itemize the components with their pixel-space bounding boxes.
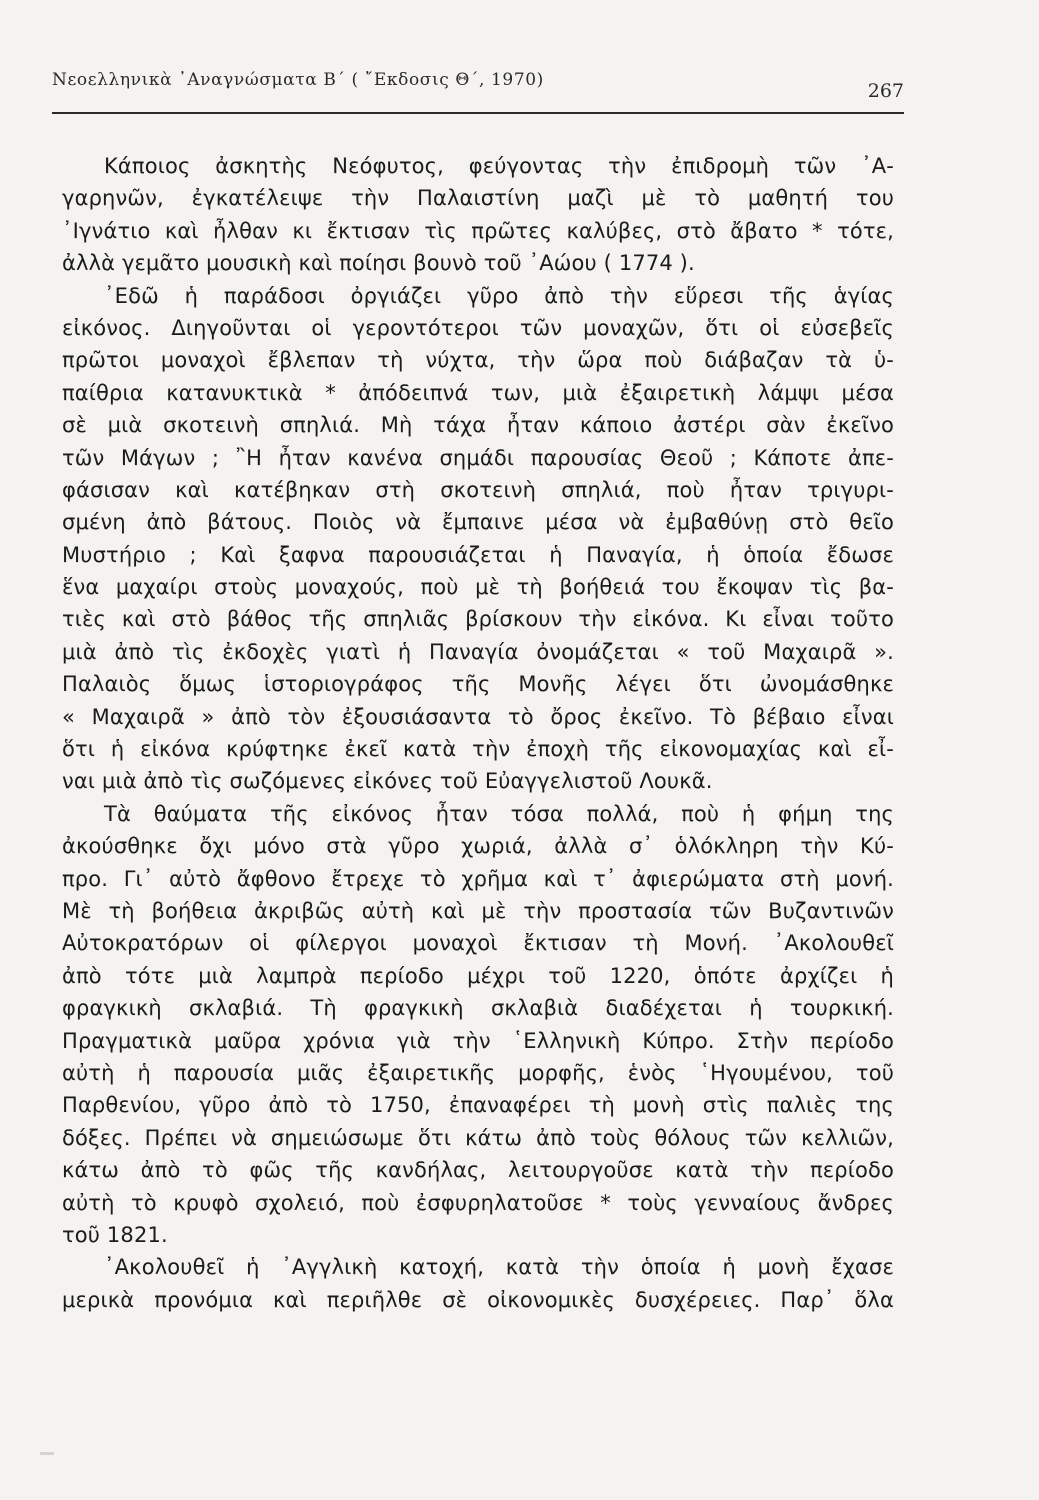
text-line: Τὰ θαύματα τῆς εἰκόνος ἦταν τόσα πολλά, ποὺ ἡ φήμη της <box>104 801 894 826</box>
text-line: ᾿Εδῶ ἡ παράδοσι ὀργιάζει γῦρο ἀπὸ τὴν εὕρεσι τῆς ἁγίας <box>104 283 894 308</box>
text-line: πρῶτοι μοναχοὶ ἔβλεπαν τὴ νύχτα, τὴν ὥρα ποὺ διάβαζαν τὰ ὑ- <box>62 348 894 373</box>
text-line: ὅτι ἡ εἰκόνα κρύφτηκε ἐκεῖ κατὰ τὴν ἐποχὴ τῆς εἰκονομαχίας καὶ εἶ- <box>62 737 894 762</box>
text-line: δόξες. Πρέπει νὰ σημειώσωμε ὅτι κάτω ἀπὸ τοὺς θόλους τῶν κελλιῶν, <box>62 1125 894 1150</box>
text-line: ἀκούσθηκε ὄχι μόνο στὰ γῦρο χωριά, ἀλλὰ σ᾿ ὁλόκληρη τὴν Κύ- <box>62 834 894 859</box>
text-line: αὐτὴ τὸ κρυφὸ σχολειό, ποὺ ἐσφυρηλατοῦσε * τοὺς γενναίους ἄνδρες <box>62 1190 894 1215</box>
text-line: μερικὰ προνόμια καὶ περιῆλθε σὲ οἰκονομικὲς δυσχέρειες. Παρ᾿ ὅλα <box>62 1287 894 1312</box>
text-line: φάσισαν καὶ κατέβηκαν στὴ σκοτεινὴ σπηλιά, ποὺ ἦταν τριγυρι- <box>62 477 894 502</box>
text-line: σὲ μιὰ σκοτεινὴ σπηλιά. Μὴ τάχα ἦταν κάποιο ἀστέρι σὰν ἐκεῖνο <box>62 413 894 438</box>
text-line: Παλαιὸς ὅμως ἱστοριογράφος τῆς Μονῆς λέγει ὅτι ὠνομάσθηκε <box>62 672 894 697</box>
text-line: σμένη ἀπὸ βάτους. Ποιὸς νὰ ἔμπαινε μέσα νὰ ἐμβαθύνῃ στὸ θεῖο <box>62 510 894 535</box>
text-line: φραγκικὴ σκλαβιά. Τὴ φραγκικὴ σκλαβιὰ διαδέχεται ἡ τουρκική. <box>62 996 894 1021</box>
header-rule <box>52 112 904 114</box>
text-line: Αὐτοκρατόρων οἱ φίλεργοι μοναχοὶ ἔκτισαν τὴ Μονή. ᾿Ακολουθεῖ <box>62 931 894 956</box>
text-line: παίθρια κατανυκτικὰ * ἀπόδειπνά των, μιὰ ἐξαιρετικὴ λάμψι μέσα <box>62 380 894 405</box>
page-smudge <box>40 1452 54 1455</box>
body-text <box>62 150 894 1316</box>
text-line: γαρηνῶν, ἐγκατέλειψε τὴν Παλαιστίνη μαζὶ μὲ τὸ μαθητή του <box>62 186 894 211</box>
text-line: Παρθενίου, γῦρο ἀπὸ τὸ 1750, ἐπαναφέρει τὴ μονὴ στὶς παλιὲς της <box>62 1093 894 1118</box>
text-line: τιὲς καὶ στὸ βάθος τῆς σπηλιᾶς βρίσκουν τὴν εἰκόνα. Κι εἶναι τοῦτο <box>62 607 894 632</box>
text-line: προ. Γι᾿ αὐτὸ ἄφθονο ἔτρεχε τὸ χρῆμα καὶ τ᾿ ἀφιερώματα στὴ μονή. <box>62 866 894 891</box>
text-line: εἰκόνος. Διηγοῦνται οἱ γεροντότεροι τῶν μοναχῶν, ὅτι οἱ εὐσεβεῖς <box>62 315 894 340</box>
text-line: ἀλλὰ γεμᾶτο μουσικὴ καὶ ποίησι βουνὸ τοῦ ᾿Αώου ( 1774 ). <box>62 251 695 276</box>
text-line: « Μαχαιρᾶ » ἀπὸ τὸν ἐξουσιάσαντα τὸ ὄρος ἐκεῖνο. Τὸ βέβαιο εἶναι <box>62 704 894 729</box>
text-line: ᾿Ακολουθεῖ ἡ ᾿Αγγλικὴ κατοχή, κατὰ τὴν ὁποία ἡ μονὴ ἔχασε <box>104 1255 894 1280</box>
header-title: Νεοελληνικὰ ᾿Αναγνώσματα Β΄ ( ῎Εκδοσις Θ΄, 1970) <box>52 70 544 90</box>
page-number: 267 <box>867 80 904 102</box>
text-line: τοῦ 1821. <box>62 1222 168 1247</box>
text-line: Κάποιος ἀσκητὴς Νεόφυτος, φεύγοντας τὴν ἐπιδρομὴ τῶν ᾿Α- <box>104 154 894 178</box>
running-header <box>52 62 904 102</box>
text-line: Μυστήριο ; Καὶ ξαφνα παρουσιάζεται ἡ Παναγία, ἡ ὁποία ἔδωσε <box>62 542 894 567</box>
text-line: ναι μιὰ ἀπὸ τὶς σωζόμενες εἰκόνες τοῦ Εὐαγγελιστοῦ Λουκᾶ. <box>62 769 713 794</box>
paragraph-3 <box>62 798 894 1251</box>
text-line: Πραγματικὰ μαῦρα χρόνια γιὰ τὴν ῾Ελληνικὴ Κύπρο. Στὴν περίοδο <box>62 1028 894 1053</box>
paragraph-2 <box>62 280 894 798</box>
text-line: Μὲ τὴ βοήθεια ἀκριβῶς αὐτὴ καὶ μὲ τὴν προστασία τῶν Βυζαντινῶν <box>62 898 894 923</box>
text-line: κάτω ἀπὸ τὸ φῶς τῆς κανδήλας, λειτουργοῦσε κατὰ τὴν περίοδο <box>62 1158 894 1183</box>
text-line: ἕνα μαχαίρι στοὺς μοναχούς, ποὺ μὲ τὴ βοήθειά του ἔκοψαν τὶς βα- <box>62 575 894 600</box>
paragraph-1 <box>62 150 894 280</box>
text-line: αὐτὴ ἡ παρουσία μιᾶς ἐξαιρετικῆς μορφῆς, ἑνὸς ῾Ηγουμένου, τοῦ <box>62 1060 894 1085</box>
text-line: ἀπὸ τότε μιὰ λαμπρὰ περίοδο μέχρι τοῦ 1220, ὁπότε ἀρχίζει ἡ <box>62 963 894 988</box>
text-line: μιὰ ἀπὸ τὶς ἐκδοχὲς γιατὶ ἡ Παναγία ὀνομάζεται « τοῦ Μαχαιρᾶ ». <box>62 639 894 664</box>
text-line: τῶν Μάγων ; ῍Η ἦταν κανένα σημάδι παρουσίας Θεοῦ ; Κάποτε ἀπε- <box>62 445 894 470</box>
paragraph-4 <box>62 1251 894 1316</box>
text-line: ᾿Ιγνάτιο καὶ ἦλθαν κι ἔκτισαν τὶς πρῶτες καλύβες, στὸ ἄβατο * τότε, <box>62 218 894 243</box>
